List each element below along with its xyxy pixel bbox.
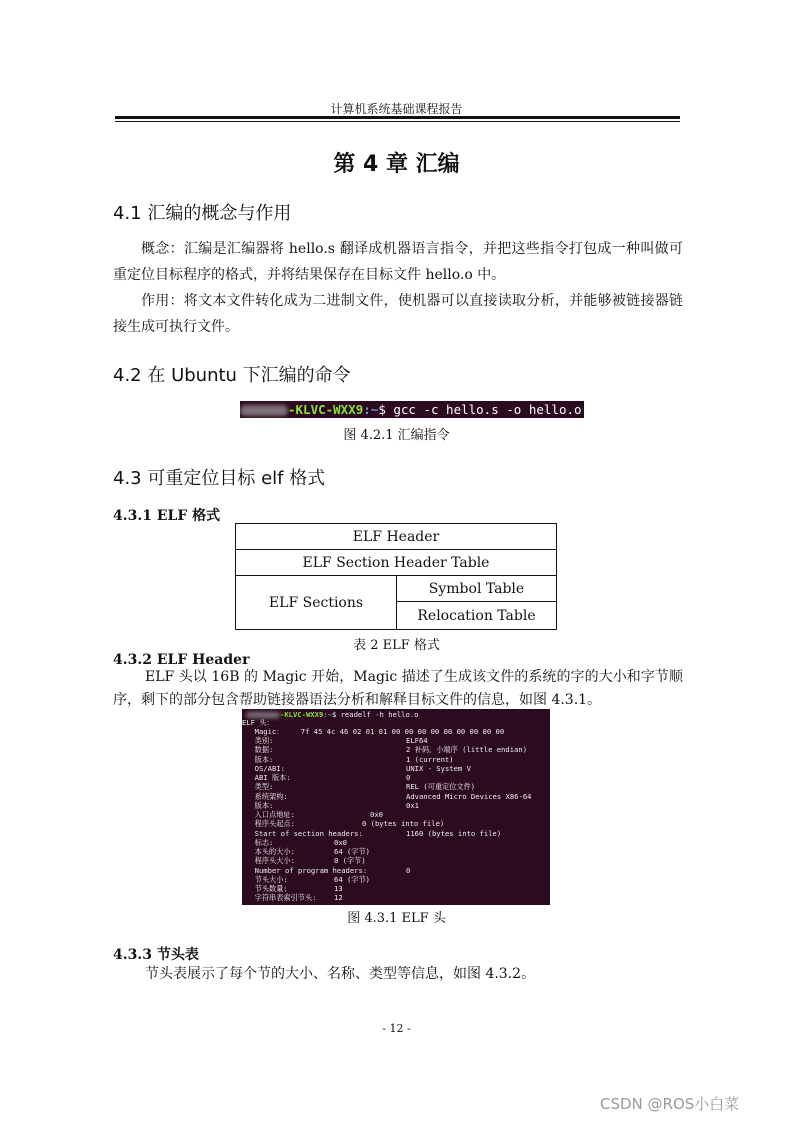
readelf-row-key: 标志: [246, 837, 274, 847]
readelf-row-key: ABI 版本: [246, 773, 291, 782]
readelf-row-key: 字符串表索引节头: [246, 893, 317, 903]
readelf-command: $ readelf -h hello.o [331, 710, 419, 719]
readelf-row-key: 系统架构: [246, 791, 288, 801]
readelf-row-value: 0 [406, 865, 411, 875]
readelf-row-key: 版本: [246, 754, 274, 764]
subsection-4-3-3-heading: 4.3.3 节头表 [113, 947, 199, 963]
section-4-3-heading: 4.3 可重定位目标 elf 格式 [113, 468, 326, 489]
readelf-row-value: 0 (bytes into file) [362, 819, 445, 829]
elf-format-table [235, 523, 557, 630]
readelf-row-value: 0x1 [406, 800, 419, 810]
readelf-row-value: 0x0 [334, 837, 347, 847]
readelf-row-key: 节头大小: [246, 874, 288, 884]
readelf-row-value: 13 [334, 884, 343, 893]
readelf-row-key: Start of section headers: [246, 828, 363, 838]
readelf-row-key: 本头的大小: [246, 847, 295, 856]
header-rule-thin [115, 121, 680, 122]
magic-line: Magic： 7f 45 4c 46 02 01 01 00 00 00 00 00 00 00 00 00 [246, 727, 505, 736]
elf-sections-cell: ELF Sections [236, 576, 397, 630]
prompt-host: -KLVC-WXX9 [288, 402, 364, 417]
assemble-command: $ gcc -c hello.s -o hello.o [378, 402, 582, 417]
figure-4-2-1-caption: 图 4.2.1 汇编指令 [343, 428, 450, 443]
readelf-row-value: 12 [334, 893, 343, 903]
header-rule-thick [115, 116, 680, 119]
assemble-command-screenshot [240, 401, 584, 418]
readelf-row-value: 0x0 [370, 810, 383, 819]
readelf-row-key: 程序头大小: [246, 856, 295, 866]
section-4-2-heading: 4.2 在 Ubuntu 下汇编的命令 [113, 365, 351, 386]
readelf-row-value: 0 (字节) [334, 856, 366, 866]
section-4-1-heading: 4.1 汇编的概念与作用 [113, 203, 292, 224]
readelf-row-value: ELF64 [406, 736, 428, 745]
table-2-caption: 表 2 ELF 格式 [353, 638, 440, 653]
readelf-row-key: 程序头起点: [246, 819, 295, 829]
readelf-screenshot [242, 709, 550, 905]
readelf-row-key: 类别: [246, 736, 274, 745]
subsection-4-3-1-heading: 4.3.1 ELF 格式 [113, 508, 221, 524]
relocation-table-cell: Relocation Table [397, 602, 557, 630]
readelf-row-value: REL (可重定位文件) [406, 782, 476, 792]
elf-header-title-line: ELF 头： [242, 718, 274, 727]
readelf-row-key: 入口点地址: [246, 810, 295, 819]
readelf-row-value: 1 (current) [406, 754, 454, 764]
readelf-row-value: 64 (字节) [334, 874, 371, 884]
readelf-row-key: Number of program headers: [246, 865, 368, 875]
section-header-paragraph: 节头表展示了每个节的大小、名称、类型等信息，如图 4.3.2。 [145, 966, 536, 982]
s41-purpose-paragraph: 作用：将文本文件转化成为二进制文件，使机器可以直接读取分析，并能够被链接器链接生成可执行文件。 [113, 293, 683, 335]
readelf-row-value: Advanced Micro Devices X86-64 [406, 791, 532, 801]
readelf-row-key: 数据: [246, 745, 274, 755]
elf-header-paragraph: ELF 头以 16B 的 Magic 开始，Magic 描述了生成该文件的系统的字的大小和字节顺序，剩下的部分包含帮助链接器语法分析和解释目标文件的信息，如图 4.3.1。 [113, 669, 683, 708]
subsection-4-3-2-heading: 4.3.2 ELF Header [113, 652, 250, 668]
readelf-row-value: 1160 (bytes into file) [406, 828, 502, 838]
elf-section-header-table-cell: ELF Section Header Table [236, 550, 557, 576]
chapter-title: 第 4 章 汇编 [333, 152, 460, 177]
readelf-row-key: 类型: [246, 782, 274, 792]
page-number: - 12 - [382, 1022, 411, 1035]
readelf-row-value: 2 补码，小端序 (little endian) [406, 745, 528, 755]
readelf-prompt-host: -KLVC-WXX9 [280, 710, 324, 719]
csdn-watermark: CSDN @ROS小白菜 [600, 1095, 740, 1113]
figure-4-3-1-caption: 图 4.3.1 ELF 头 [347, 911, 446, 926]
readelf-row-key: 节头数量: [246, 884, 288, 893]
s41-concept-paragraph: 概念：汇编是汇编器将 hello.s 翻译成机器语言指令，并把这些指令打包成一种叫做可重定位目标程序的格式，并将结果保存在目标文件 hello.o 中。 [113, 241, 683, 283]
redacted-username [240, 405, 288, 416]
prompt-path: :~ [363, 402, 379, 417]
elf-header-cell: ELF Header [236, 524, 557, 550]
readelf-row-key: 版本: [246, 800, 274, 810]
running-header: 计算机系统基础课程报告 [330, 102, 463, 116]
readelf-row-value: 0 [406, 773, 411, 782]
symbol-table-cell: Symbol Table [397, 576, 557, 602]
readelf-row-value: 64 (字节) [334, 847, 371, 856]
readelf-row-key: OS/ABI: [246, 763, 285, 773]
readelf-row-value: UNIX - System V [406, 763, 471, 773]
readelf-prompt-path: :~ [323, 710, 332, 719]
